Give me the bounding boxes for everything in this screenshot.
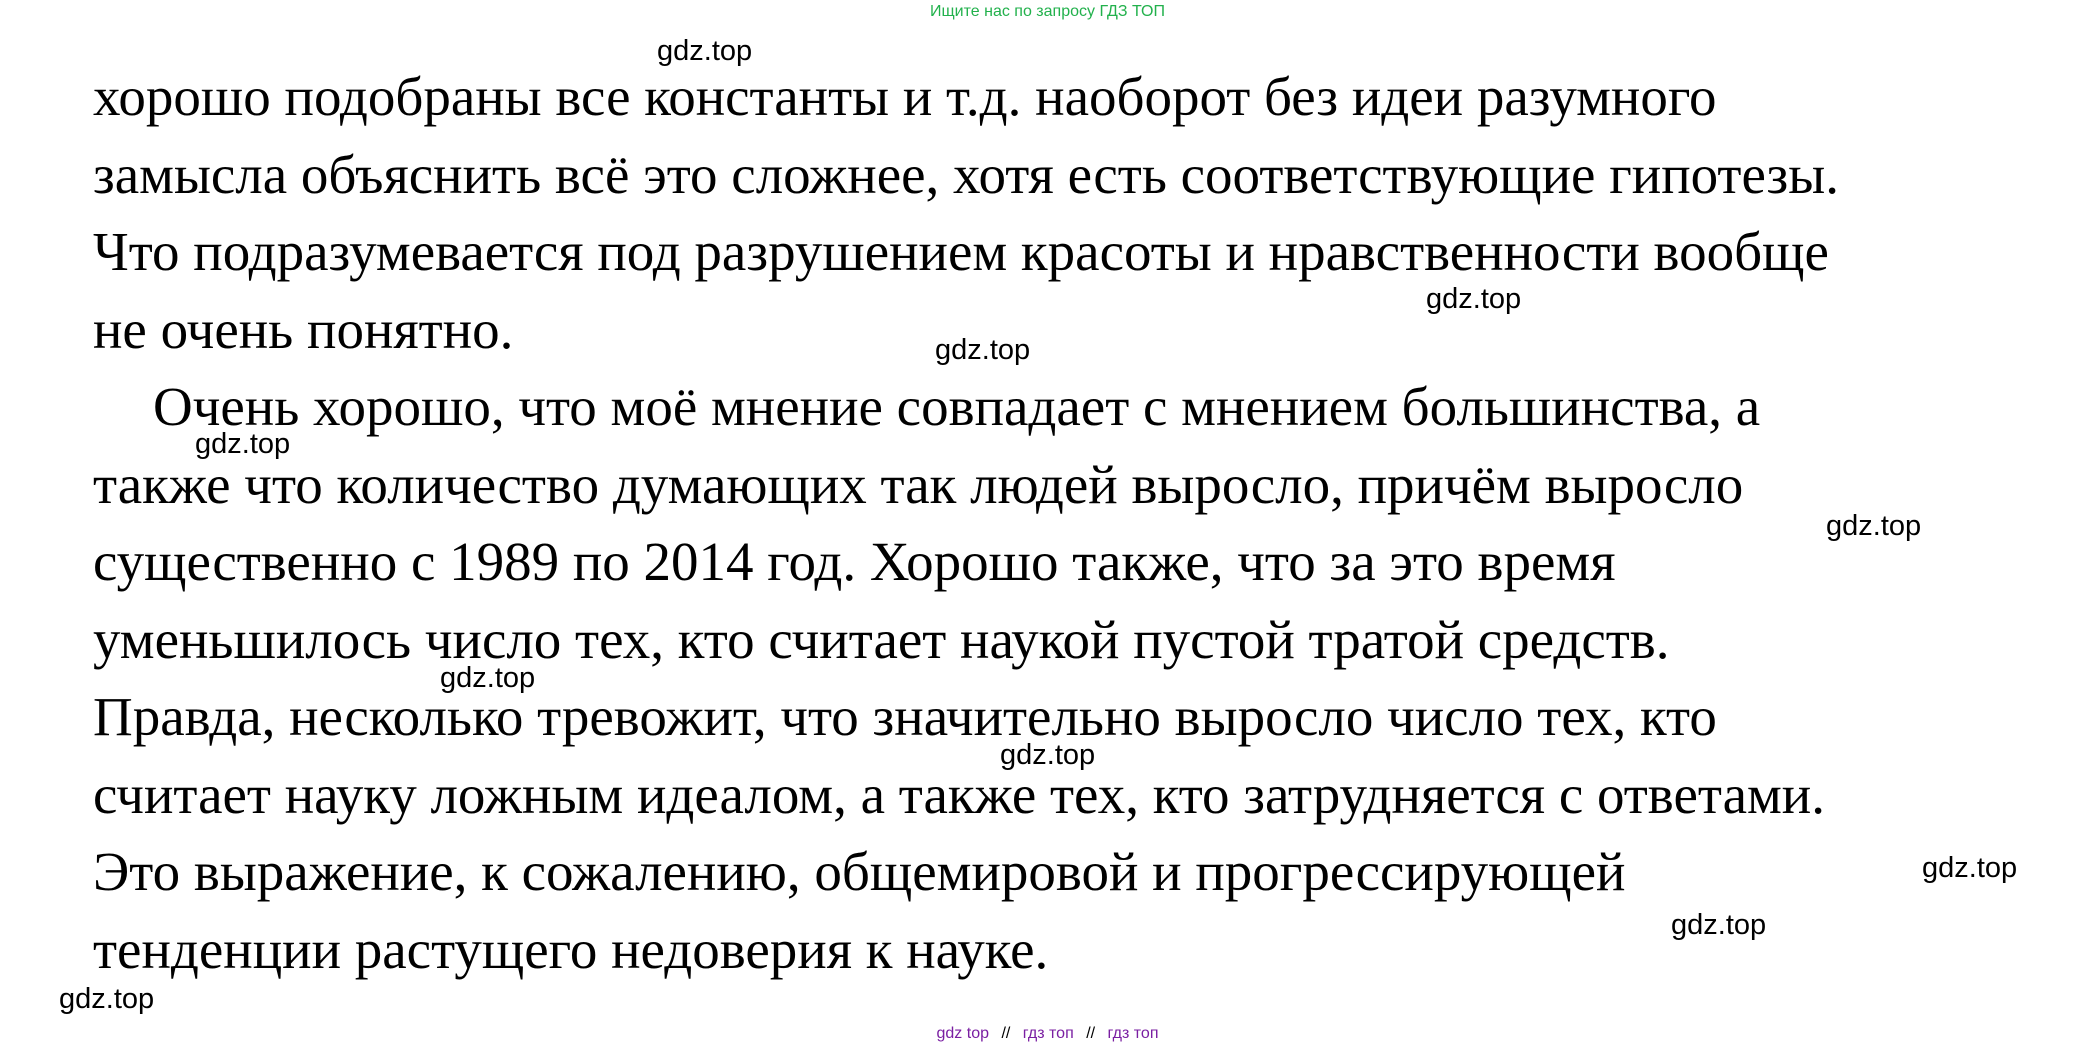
top-banner-text: Ищите нас по запросу ГДЗ ТОП — [930, 3, 1165, 20]
paragraph-first-line: Очень хорошо, что моё мнение совпадает с мнением большинства, а — [153, 376, 1761, 437]
text-line: Это выражение, к сожалению, общемировой и прогрессирующей — [93, 841, 1626, 902]
watermark: gdz.top — [935, 334, 1031, 366]
footer-link[interactable]: gdz top — [936, 1025, 989, 1042]
text-line: не очень понятно. — [93, 298, 514, 360]
top-banner — [0, 2, 2095, 22]
watermark: gdz.top — [1671, 909, 1767, 941]
watermark: gdz.top — [1000, 739, 1096, 771]
text-line: замысла объяснить всё это сложнее, хотя есть соответствующие гипотезы. — [93, 143, 1839, 205]
text-line: также что количество думающих так людей выросло, причём выросло — [93, 453, 1744, 515]
footer-link[interactable]: гдз топ — [1107, 1025, 1159, 1042]
text-line: Что подразумевается под разрушением красоты и нравственности вообще — [93, 221, 1829, 282]
text-line: тенденции растущего недоверия к науке. — [93, 918, 1049, 980]
text-line: Правда, несколько тревожит, что значительно выросло число тех, кто — [93, 686, 1717, 747]
watermark: gdz.top — [440, 662, 536, 694]
text-line: хорошо подобраны все константы и т.д. наоборот без идеи разумного — [93, 66, 1717, 127]
footer-links — [0, 1024, 2095, 1044]
watermark: gdz.top — [1922, 852, 2018, 884]
text-line: считает науку ложным идеалом, а также тех, кто затрудняется с ответами. — [93, 763, 1825, 825]
text-line: существенно с 1989 по 2014 год. Хорошо также, что за это время — [93, 531, 1616, 592]
watermark: gdz.top — [59, 983, 155, 1015]
document-body — [93, 58, 2053, 988]
text-line: уменьшилось число тех, кто считает наукой пустой тратой средств. — [93, 608, 1670, 670]
watermark: gdz.top — [1426, 283, 1522, 315]
footer-link[interactable]: гдз топ — [1022, 1025, 1074, 1042]
footer-separator: // — [1001, 1025, 1011, 1042]
watermark: gdz.top — [195, 428, 291, 460]
watermark: gdz.top — [657, 35, 753, 67]
footer-separator: // — [1086, 1025, 1096, 1042]
watermark: gdz.top — [1826, 510, 1922, 542]
